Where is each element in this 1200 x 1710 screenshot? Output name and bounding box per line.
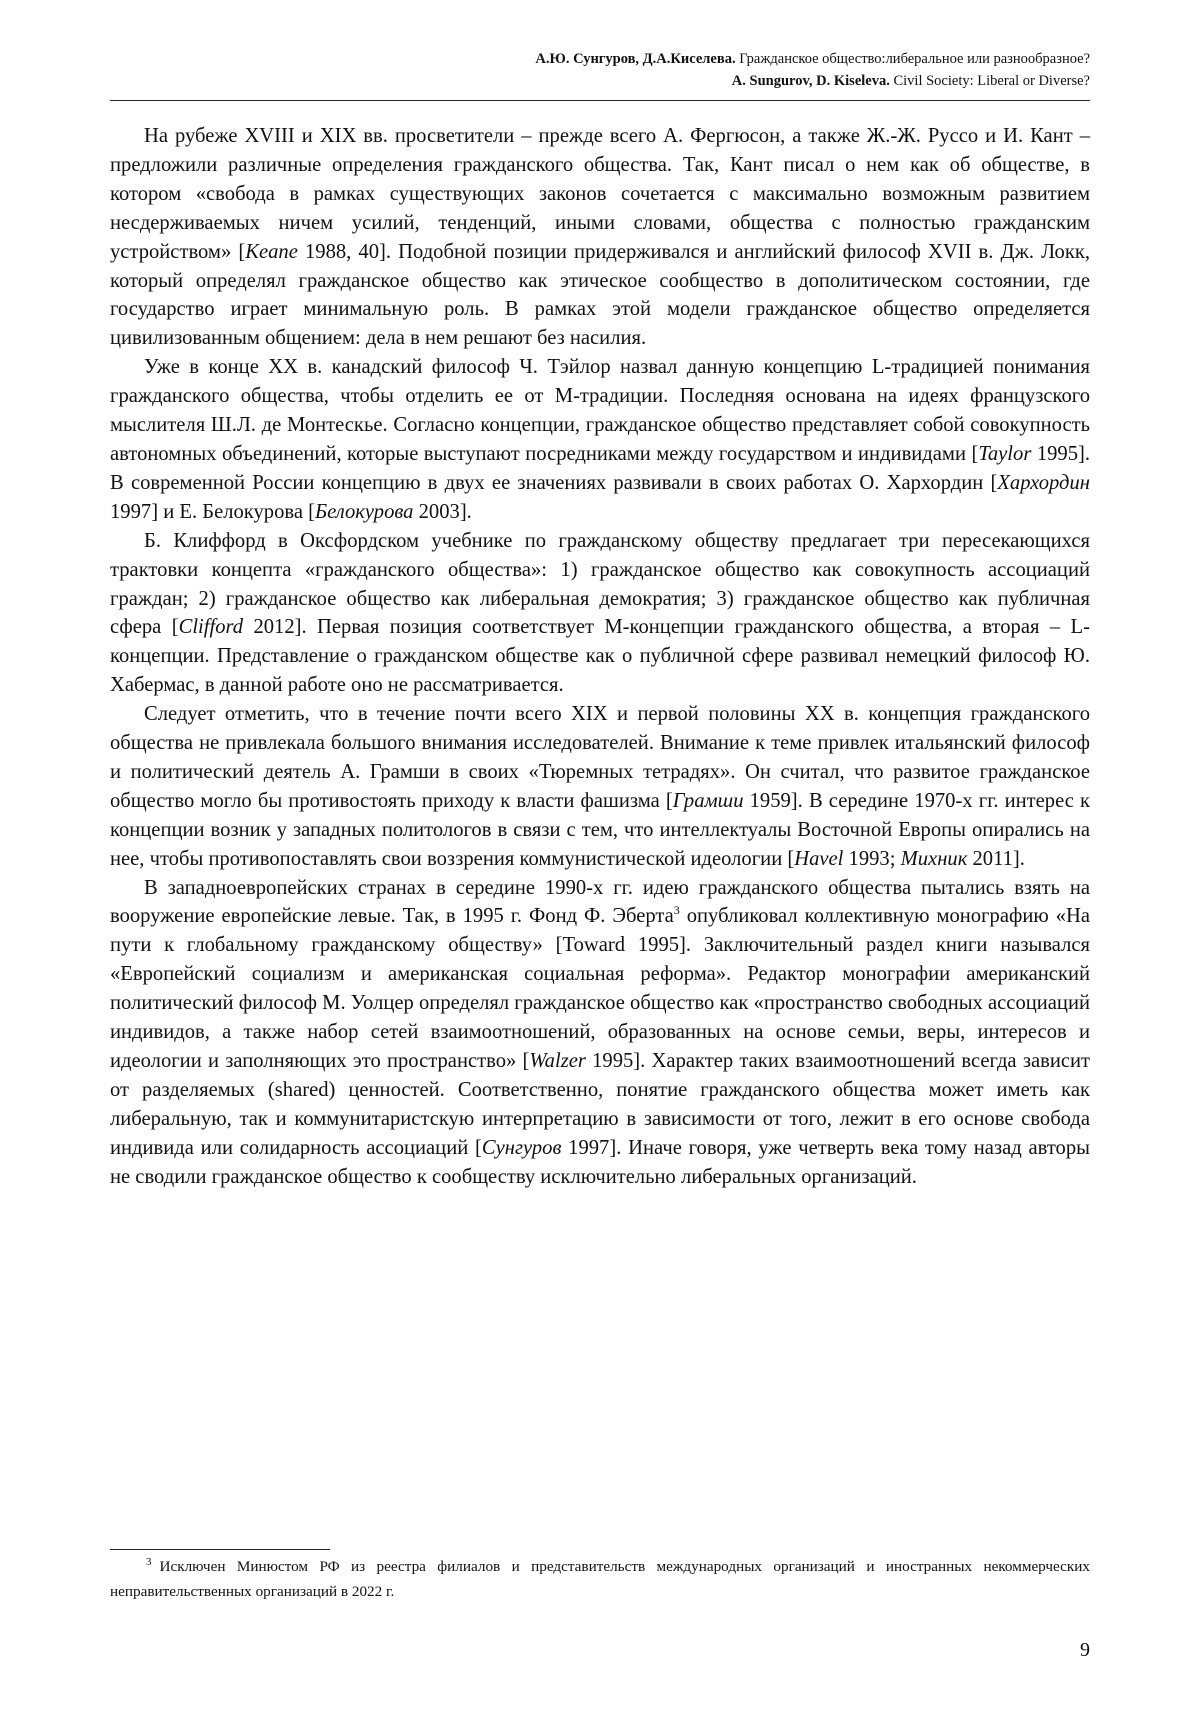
footnote-rule [110,1549,330,1550]
article-body [110,122,1090,1192]
text-run: 1959]. В середине 1970-х гг. интерес к концепции возник у западных политологов в связи с тем, что интеллектуалы Восточной Европы опирались на нее, чтобы противопоставлять свои воззрения коммунистической идеологии [ [110,789,1090,870]
citation-author: Михник [900,847,968,870]
text-run: Гражданское общество:либеральное или разнообразное? [735,51,1090,67]
text-run: опубликовал коллективную монографию «На пути к глобальному гражданскому обществу» [Toward 1995]. Заключительный раздел книги назывался «Европейский социализм и американская социальная реформа». Редактор монографии американский политический философ М. Уолцер определял гражданское общество как «пространство свободных ассоциаций индивидов, а также набор сетей взаимоотношений, образованных на основе семьи, веры, интересов и идеологии и заполняющих это пространство» [ [110,905,1090,1072]
footnote [110,1554,1090,1604]
text-run: 2003]. [413,500,472,523]
text-run: Civil Society: Liberal or Diverse? [889,73,1090,89]
citation-author: Белокурова [314,500,414,523]
text-run: 2011]. [967,847,1025,870]
citation-author: Грамши [672,789,744,812]
citation-author: Walzer [529,1050,586,1072]
citation-author: Clifford [178,616,244,639]
text-run: 1993; [843,847,901,870]
text-run: 1995]. В современной России концепцию в двух ее значениях развивали в своих работах О. Хархордин [ [110,442,1091,494]
text-run: Б. Клиффорд в Оксфордском учебнике по гражданскому обществу предлагает три пересекающихся трактовки концепта «гражданского общества»: 1) гражданское общество как совокупность ассоциаций граждан; 2) гражданское общество как либеральная демократия; 3) гражданское общество как публичная сфера [ [110,529,1090,639]
header-rule [110,100,1090,101]
citation-author: Хархордин [997,471,1090,494]
author-names: А.Ю. Сунгуров, Д.А.Киселева. [535,51,736,67]
body-paragraph-2 [110,353,1090,526]
footnote-ref: 3 [673,903,680,918]
text-run: 2012]. Первая позиция соответствует M-концепции гражданского общества, а вторая – L-концепции. Представление о гражданском обществе как о публичной сфере развивал немецкий философ Ю. Хабермас, в данной работе оно не рассматривается. [110,616,1090,697]
text-run: В западноевропейских странах в середине 1990-х гг. идею гражданского общества пытались взять на вооружение европейские левые. Так, в 1995 г. Фонд Ф. Эберта [110,876,1090,928]
text-run: 1997] и Е. Белокурова [ [110,500,315,523]
citation-author: Keane [245,240,298,263]
text-run: Следует отметить, что в течение почти всего XIX и первой половины XX в. концепция гражданского общества не привлекала большого внимания исследователей. Внимание к теме привлек итальянский философ и политический деятель А. Грамши в своих «Тюремных тетрадях». Он считал, что развитое гражданское общество могло бы противостоять приходу к власти фашизма [ [110,703,1090,812]
text-run: Уже в конце XX в. канадский философ Ч. Тэйлор назвал данную концепцию L-традицией понимания гражданского общества, чтобы отделить ее от M-традиции. Последняя основана на идеях французского мыслителя Ш.Л. де Монтескье. Согласно концепции, гражданское общество представляет собой совокупность автономных объединений, которые выступают посредниками между государством и индивидами [ [110,356,1090,465]
running-head-line-ru [110,48,1090,70]
body-paragraph-3 [110,527,1090,700]
footnote-marker: 3 [146,1555,152,1568]
citation-author: Havel [794,847,844,870]
author-names: A. Sungurov, D. Kiseleva. [731,73,890,89]
text-run: 1995]. Характер таких взаимоотношений всегда зависит от разделяемых (shared) ценностей. Соответственно, понятие гражданского общества может иметь как либеральную, так и коммунитаристскую интерпретацию в зависимости от того, лежит в его основе свобода индивида или солидарность ассоциаций [ [110,1050,1091,1159]
text-run: На рубеже XVIII и XIX вв. просветители – прежде всего А. Фергюсон, а также Ж.-Ж. Руссо и И. Кант – предложили различные определения гражданского общества. Так, Кант писал о нем как об обществе, в котором «свобода в рамках существующих законов сочетается с максимально возможным развитием несдерживаемых ничем усилий, тенденций, иными словами, общества с полностью гражданским устройством» [ [110,125,1090,263]
text-run: 1988, 40]. Подобной позиции придерживался и английский философ XVII в. Дж. Локк, который определял гражданское общество как этическое сообщество в дополитическом состоянии, где государство играет минимальную роль. В рамках этой модели гражданское общество определяется цивилизованным общением: дела в нем решают без насилия. [110,240,1090,350]
footnote-text: Исключен Минюстом РФ из реестра филиалов и представительств международных организаций и иностранных некоммерческих неправительственных организаций в 2022 г. [110,1558,1090,1600]
page-number: 9 [1080,1639,1090,1661]
running-head [110,48,1090,92]
citation-author: Сунгуров [481,1136,562,1159]
body-paragraph-1 [110,122,1090,353]
body-paragraph-5 [110,874,1090,1192]
text-run: 1997]. Иначе говоря, уже четверть века тому назад авторы не сводили гражданское общество к сообществу исключительно либеральных организаций. [110,1136,1090,1188]
body-paragraph-4 [110,700,1090,873]
running-head-line-en [110,70,1090,92]
citation-author: Taylor [978,442,1032,465]
